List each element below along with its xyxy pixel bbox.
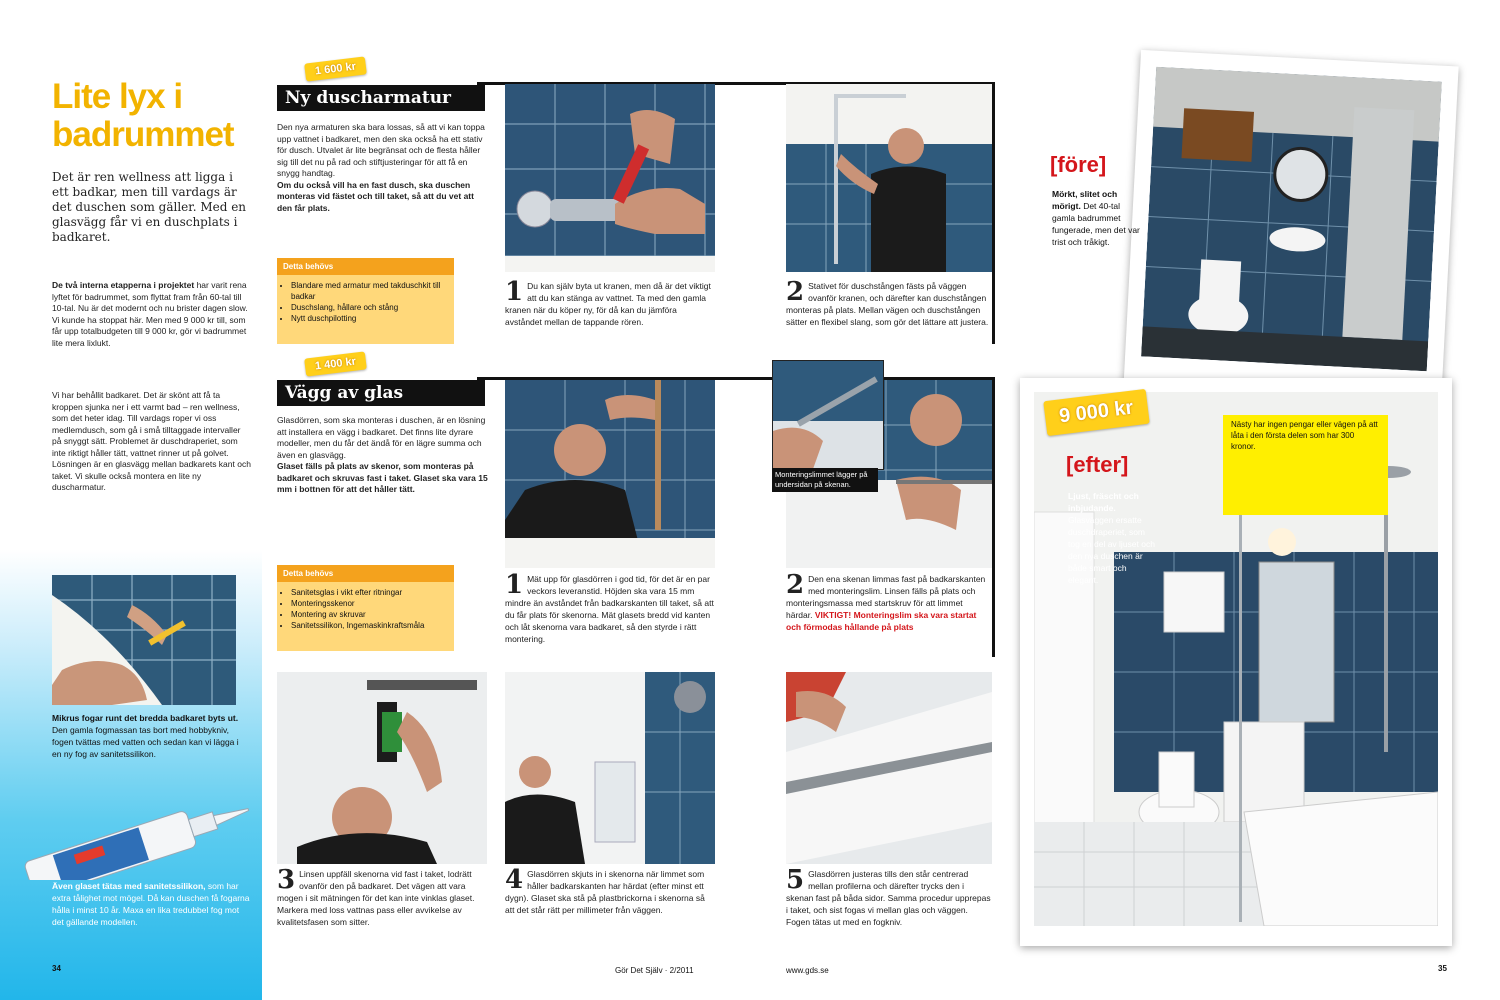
section2-text	[277, 415, 489, 496]
glue-inset-photo	[772, 360, 884, 470]
tube-caption	[52, 880, 252, 928]
step-text: Linsen uppfäll skenorna vid fast i taket, lodrätt ovanför den på badkaret. Det vägen att vara mogen i sit mätningen för det kan inte vinklas glaset. Markera med loss vattnas pass eller avvikelse av kvalitetsfasen som sitter.	[277, 869, 475, 927]
step-text: Du kan själv byta ut kranen, men då är det viktigt att du kan stänga av vattnet. Ta med den gamla kranen när du köper ny, för då kan du jämföra avståndet mellan de tappande rören.	[505, 281, 711, 327]
total-price-tag: 9 000 kr	[1043, 389, 1149, 436]
step-number: 5	[786, 865, 805, 895]
materials-item: • Montering av skruvar	[291, 609, 448, 620]
step-number: 3	[277, 865, 296, 895]
step-text: Stativet för duschstången fästs på väggen ovanför kranen, och därefter kan duschstången monteras på plats. Mellan vägen och duschstången sätter en flexibel slang, som gör det lättare att justera.	[786, 281, 989, 327]
section1-step1	[505, 277, 715, 328]
materials-item: • Blandare med armatur med takduschkit till badkar	[291, 280, 448, 302]
section-1-rule-right	[992, 82, 995, 344]
glass-slide-photo	[505, 672, 715, 864]
inset-caption: Monteringslimmet lägger på undersidan på skenan.	[772, 468, 878, 492]
tube-caption-text: som har extra tålighet mot mögel. Då kan duschen få fogarna hålla i minst 10 år. Maxa en lika tredubbel fog mot det gällande modellen.	[52, 881, 250, 927]
price-tag-2: 1 400 kr	[304, 351, 367, 376]
materials-box-1	[277, 258, 454, 344]
materials-item: • Sanitetsglas i vikt efter ritningar	[291, 587, 448, 598]
after-caption	[1068, 490, 1158, 586]
section1-text-2: Om du också vill ha en fast dusch, ska duschen monteras vid fästet och till taket, så att du vet att den får plats.	[277, 179, 474, 213]
step-number: 4	[505, 865, 524, 895]
silicone-joint-photo	[52, 575, 236, 705]
after-label: [efter]	[1066, 452, 1129, 477]
section1-text-1: Den nya armaturen ska bara lossas, så att vi kan toppa upp vattnet i badkaret, men den ska också ha ett stativ för dusch. Utvalet är lite begränsat och de flesta håller sig till det nu på rad och stiftjusteringar för att få en snygg handtag.	[277, 122, 485, 178]
silicone-seal-photo	[786, 672, 992, 864]
materials-box-1-title: Detta behövs	[277, 258, 454, 275]
step-number: 1	[505, 570, 524, 600]
left-body-text: har varit rena lyftet för badrummet, som flyttat fram från 60-tal till 10-tal. Nu är det modernt och nu brister dagen slow. Vi kunde ha stoppat här. Men med 9 000 kr till, som får upp totalbudgeten till 9 000 kr, gör vi badrummet lite mera lixlukt.	[52, 280, 248, 348]
section2-text-2: Glaset fälls på plats av skenor, som monteras på badkaret och skruvas fast i taket. Glaset ska vara 15 mm i bottnen för att det håller tätt.	[277, 461, 488, 494]
step-text: Den ena skenan limmas fast på badkarskanten med monteringslim. Linsen fälls på plats och monteringsmassa med startskruv för att limmet härdar.	[786, 574, 986, 620]
step-warning: VIKTIGT! Monteringslim ska vara startat och förmodas hållande på plats	[786, 610, 977, 632]
footer-magazine: Gör Det Själv · 2/2011	[615, 966, 694, 975]
left-body-2: Vi har behållit badkaret. Det är skönt att få ta kroppen sjunka ner i ett varmt bad – ren wellness, som det heter idag. Till vardags roper vi oss medlemdusch, som gå i små tilltaggade intervaller på snyggt sätt. Problemet är duschdraperiet, som inte riktigt håller tätt, vattnet rinner ut på golvet. Lösningen är en glasvägg mellan badkarets kant och taket. Vi skulle också montera en lite ny duscharmatur.	[52, 390, 251, 492]
section2-step2	[786, 570, 990, 633]
step-number: 1	[505, 277, 524, 307]
section1-step2	[786, 277, 990, 328]
section2-step5	[786, 865, 992, 928]
yellow-note: Nästy har ingen pengar eller vägen på att låta i den första delen som har 300 kronor.	[1223, 415, 1388, 515]
section2-step4	[505, 865, 715, 916]
step-number: 2	[786, 570, 805, 600]
page-number-left: 34	[52, 964, 61, 973]
page-number-right: 35	[1438, 964, 1447, 973]
before-caption-text: Det 40-tal gamla badrummet fungerade, men det var trist och tråkigt.	[1052, 201, 1140, 247]
step-text: Mät upp för glasdörren i god tid, för det är en par veckors leveranstid. Höjden ska vara 15 mm mindre än avståndet från badkarskanten till taket, så att du får plats för skenorna. Mät glasets bredd vid kanten och låt skenorna vara badkaret, så den styrde i rätt montering.	[505, 574, 714, 644]
footer-url: www.gds.se	[786, 966, 829, 975]
before-photo	[1141, 67, 1442, 372]
after-caption-lead: Ljust, fräscht och inbjudande.	[1068, 491, 1139, 513]
materials-item: • Monteringsskenor	[291, 598, 448, 609]
silicone-tube-image	[12, 800, 252, 880]
materials-item: • Sanitetssilikon, Ingemaskinkraftsmåla	[291, 620, 448, 631]
faucet-removal-photo	[505, 84, 715, 272]
section-title-2: Vägg av glas	[277, 380, 485, 406]
drilling-ceiling-photo	[277, 672, 487, 864]
tube-caption-lead: Även glaset tätas med sanitetssilikon,	[52, 881, 206, 891]
step-text: Glasdörren justeras tills den står centrerad mellan profilerna och därefter trycks den i skenan fast på båda sidor. Samma procedur upprepas i taket, och sist fogas vi mellan glas och väggen. Fogen tätas ut med en fogkniv.	[786, 869, 991, 927]
left-body-lead: De två interna etapperna i projektet	[52, 280, 195, 290]
measuring-glass-photo	[505, 380, 715, 568]
materials-box-2-title: Detta behövs	[277, 565, 454, 582]
materials-box-1-list	[277, 280, 454, 324]
left-body	[52, 280, 252, 349]
before-caption	[1052, 188, 1142, 248]
before-label: [före]	[1050, 152, 1107, 177]
before-caption-lead: Mörkt, slitet och mörigt.	[1052, 189, 1118, 211]
section1-text	[277, 122, 489, 214]
section2-step1	[505, 570, 715, 645]
step-text: Glasdörren skjuts in i skenorna när limmet som håller badkarskanten har härdat (efter minst ett dygn). Glaset ska stå på plastbrickorna i skenorna så att det står rätt per millimeter från väggen.	[505, 869, 705, 915]
materials-item: • Duschslang, hållare och stång	[291, 302, 448, 313]
before-photo-frame	[1123, 50, 1458, 406]
photo-caption-text: Den gamla fogmassan tas bort med hobbykniv, fogen tvättas med vatten och sedan kan vi lägga i en ny fog av sanitetssilikon.	[52, 725, 239, 759]
step-number: 2	[786, 277, 805, 307]
materials-item: • Nytt duschpilotting	[291, 313, 448, 324]
headline: Lite lyx i badrummet	[52, 77, 234, 154]
shower-rod-install-photo	[786, 84, 992, 272]
photo-caption-lead: Mikrus fogar runt det bredda badkaret byts ut.	[52, 713, 239, 723]
section-2-rule-right	[992, 377, 995, 657]
intro-text: Det är ren wellness att ligga i ett badkar, men till vardags är det duschen som gäller. Med en glasvägg får vi en duschplats i badkaret.	[52, 170, 247, 244]
after-caption-text: Glasväggen ersatte duschdraperiet, som tog en del av ljuset och den nya duschen är både smart och elegant.	[1068, 515, 1155, 585]
section-title-1: Ny duscharmatur	[277, 85, 485, 111]
section2-text-1: Glasdörren, som ska monteras i duschen, är en lösning att installera en vägg i badkaret. Det finns lite dyrare modeller, men du får det ändå för en lägre summa och även en glasvägg.	[277, 415, 486, 460]
price-tag-1: 1 600 kr	[304, 56, 367, 81]
section2-step3	[277, 865, 487, 928]
materials-box-2	[277, 565, 454, 651]
photo-caption	[52, 712, 247, 760]
materials-box-2-list	[277, 587, 454, 631]
